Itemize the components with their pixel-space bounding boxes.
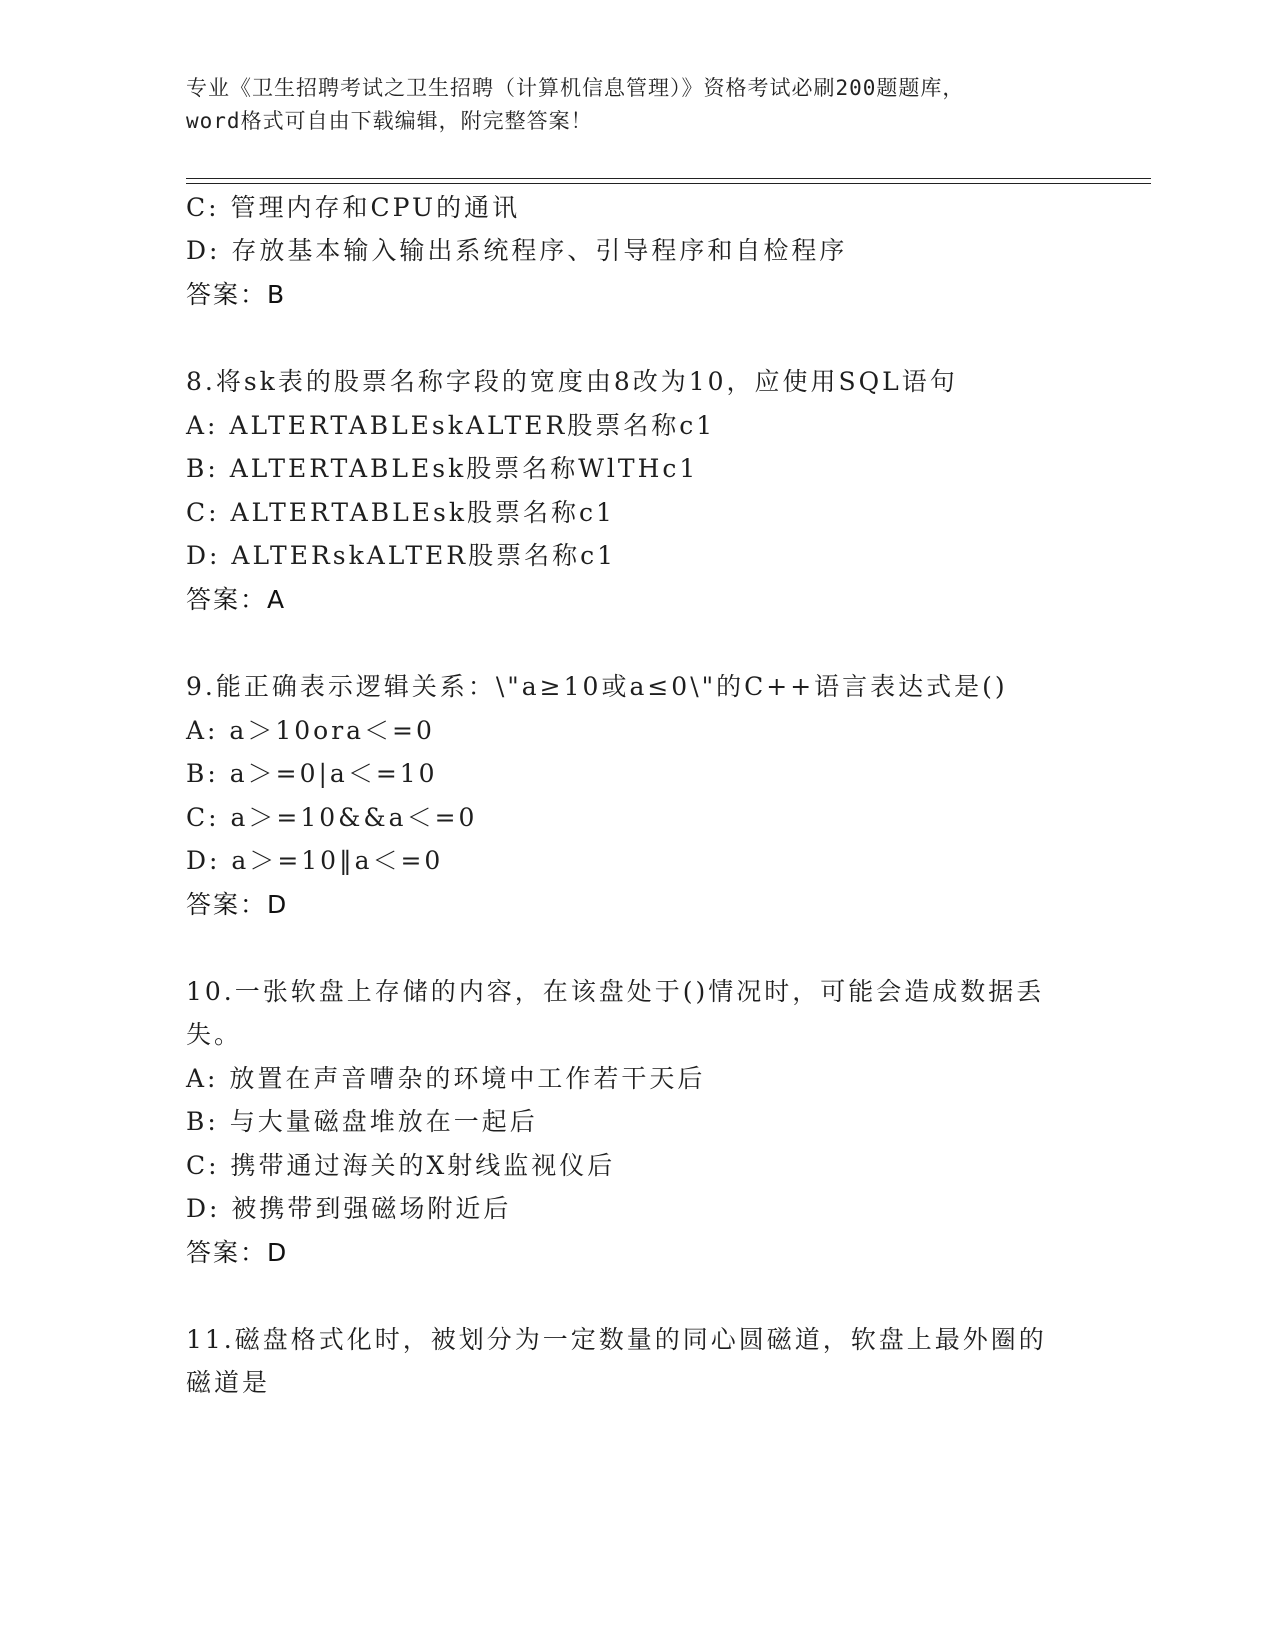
option-line: A: a＞10ora＜=0 <box>186 716 435 745</box>
option-line: C: 管理内存和CPU的通讯 <box>186 193 521 222</box>
option-line: D: 被携带到强磁场附近后 <box>186 1194 512 1223</box>
header-rule-bottom <box>186 183 1151 184</box>
option-line: C: 携带通过海关的X射线监视仪后 <box>186 1151 616 1180</box>
option-line: C: ALTERTABLEsk股票名称c1 <box>186 498 615 527</box>
question-line: 10.一张软盘上存储的内容，在该盘处于()情况时，可能会造成数据丢 <box>186 977 1045 1006</box>
question-line: 9.能正确表示逻辑关系：\"a≥10或a≤0\"的C++语言表达式是() <box>186 672 1008 701</box>
question-line: 8.将sk表的股票名称字段的宽度由8改为10，应使用SQL语句 <box>186 367 958 396</box>
question-line: 失。 <box>186 1020 243 1049</box>
header-line-2: word格式可自由下载编辑，附完整答案！ <box>186 109 593 133</box>
header-rule-top <box>186 178 1151 179</box>
option-line: A: 放置在声音嘈杂的环境中工作若干天后 <box>186 1064 706 1093</box>
answer-line: 答案：B <box>186 280 287 309</box>
question-line: 磁道是 <box>186 1368 271 1397</box>
answer-line: 答案：D <box>186 1238 289 1267</box>
answer-line: 答案：A <box>186 585 287 614</box>
answer-line: 答案：D <box>186 890 289 919</box>
option-line: A: ALTERTABLEskALTER股票名称c1 <box>186 411 716 440</box>
document-header <box>186 72 1086 138</box>
option-line: C: a＞=10&&a＜=0 <box>186 803 478 832</box>
option-line: B: a＞=0|a＜=10 <box>186 759 438 788</box>
question-line: 11.磁盘格式化时，被划分为一定数量的同心圆磁道，软盘上最外圈的 <box>186 1325 1047 1354</box>
header-line-1: 专业《卫生招聘考试之卫生招聘（计算机信息管理）》资格考试必刷200题题库， <box>186 76 965 100</box>
option-line: D: 存放基本输入输出系统程序、引导程序和自检程序 <box>186 236 848 265</box>
option-line: B: ALTERTABLEsk股票名称WlTHc1 <box>186 454 699 483</box>
option-line: D: ALTERskALTER股票名称c1 <box>186 541 617 570</box>
option-line: D: a＞=10‖a＜=0 <box>186 846 444 875</box>
option-line: B: 与大量磁盘堆放在一起后 <box>186 1107 538 1136</box>
